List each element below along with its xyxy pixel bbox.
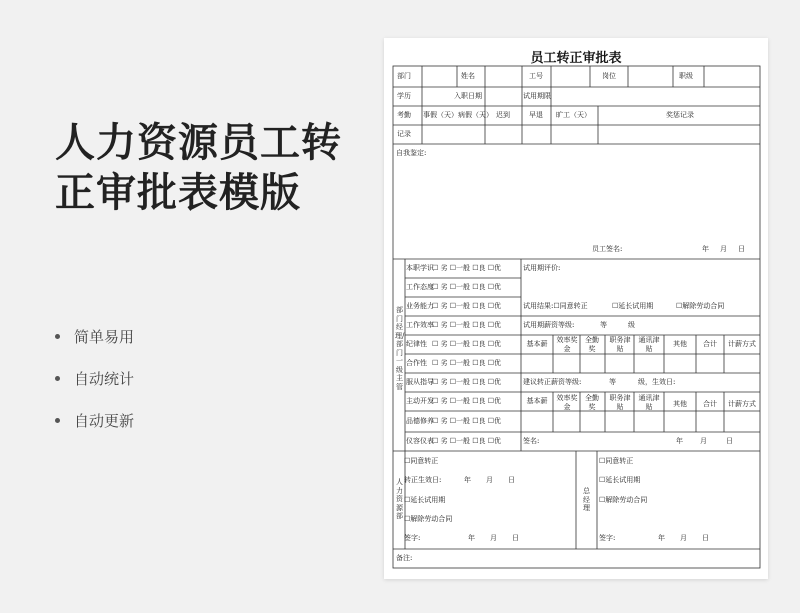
label-hr-dismiss: ☐解除劳动合同 <box>404 515 453 523</box>
salary-header: 计薪方式 <box>728 340 756 348</box>
criteria-options: ☐ 劣 ☐一般 ☐良 ☐优 <box>432 264 502 272</box>
label-hr-agree: ☐同意转正 <box>404 457 439 465</box>
label-gm-dismiss: ☐解除劳动合同 <box>599 496 648 504</box>
label-name: 姓名 <box>461 72 475 80</box>
bullet-icon <box>55 418 60 423</box>
label-hire-date: 入职日期 <box>454 92 482 100</box>
salary-header: 合计 <box>703 400 717 408</box>
label-gm-month: 月 <box>680 534 687 542</box>
criteria-options: ☐ 劣 ☐一般 ☐良 ☐优 <box>432 302 502 310</box>
salary-header: 全勤奖 <box>585 336 599 353</box>
label-dept: 部门 <box>397 72 411 80</box>
criteria-options: ☐ 劣 ☐一般 ☐良 ☐优 <box>432 321 502 329</box>
label-gm-agree: ☐同意转正 <box>599 457 634 465</box>
label-hr-effective: 转正生效日: <box>404 476 442 484</box>
criteria-options: ☐ 劣 ☐一般 ☐良 ☐优 <box>432 283 502 291</box>
feature-label: 简单易用 <box>74 327 135 346</box>
label-record: 记录 <box>397 130 411 138</box>
criteria-options: ☐ 劣 ☐一般 ☐良 ☐优 <box>432 340 502 348</box>
salary-header: 职务津贴 <box>609 336 631 353</box>
label-dismiss: ☐解除劳动合同 <box>676 302 725 310</box>
label-grade-2: 等 <box>609 378 616 386</box>
form-title: 员工转正审批表 <box>530 51 622 66</box>
criteria-label: 业务能力 <box>406 302 434 310</box>
label-gm-sign: 签字: <box>599 534 616 542</box>
label-level-word: 级 <box>628 321 635 329</box>
label-grade: 等 <box>600 321 607 329</box>
label-gm: 总经理 <box>583 487 590 512</box>
label-gm-year: 年 <box>658 534 665 542</box>
label-hr-day: 日 <box>512 534 519 542</box>
label-hr-eff-month: 月 <box>486 476 493 484</box>
feature-list <box>55 315 134 441</box>
label-hr-dept: 人力资源部 <box>396 478 403 520</box>
label-dept-manager: 部门经理/部门一级主管 <box>395 306 405 391</box>
label-trial-salary: 试用期薪资等级: <box>523 321 575 329</box>
label-hr-year: 年 <box>468 534 475 542</box>
criteria-options: ☐ 劣 ☐一般 ☐良 ☐优 <box>432 397 502 405</box>
label-gm-day: 日 <box>702 534 709 542</box>
criteria-label: 本职学识 <box>406 264 434 272</box>
salary-header: 通讯津贴 <box>638 336 660 353</box>
bullet-icon <box>55 334 60 339</box>
label-suggest-salary: 建议转正薪资等级: <box>523 378 582 386</box>
salary-header: 合计 <box>703 340 717 348</box>
feature-label: 自动统计 <box>74 369 135 388</box>
label-attendance: 考勤 <box>397 111 411 119</box>
label-sign-year: 年 <box>702 245 709 253</box>
salary-header: 其他 <box>673 340 687 348</box>
label-effective-date: 级，生效日: <box>638 378 676 386</box>
label-dept-day: 日 <box>726 437 733 445</box>
criteria-label: 工作态度 <box>406 283 434 291</box>
salary-header: 基本薪 <box>526 340 548 348</box>
salary-header: 其他 <box>673 400 687 408</box>
label-emp-no: 工号 <box>529 72 543 80</box>
salary-header: 职务津贴 <box>609 394 631 411</box>
hero-title-line-2: 正审批表模版 <box>55 170 301 216</box>
label-hr-eff-day: 日 <box>508 476 515 484</box>
label-absent: 旷工（天） <box>556 111 591 119</box>
label-extend-trial: ☐延长试用期 <box>612 302 654 310</box>
label-probation: 试用期限 <box>523 92 551 100</box>
feature-label: 自动更新 <box>74 411 135 430</box>
criteria-label: 纪律性 <box>406 340 427 348</box>
hero-title-line-1: 人力资源员工转 <box>55 120 342 166</box>
label-remark: 备注: <box>396 554 413 562</box>
label-hr-eff-year: 年 <box>464 476 471 484</box>
label-late: 迟到 <box>496 111 510 119</box>
bullet-icon <box>55 376 60 381</box>
label-level: 职级 <box>679 72 693 80</box>
label-leave: 事假（天）病假（天） <box>423 111 493 119</box>
label-employee-sign: 员工签名: <box>592 245 623 253</box>
label-dept-signature: 签名: <box>523 437 540 445</box>
label-early: 早退 <box>529 111 543 119</box>
label-hr-sign: 签字: <box>404 534 421 542</box>
criteria-label: 仪容仪表 <box>406 437 434 445</box>
criteria-label: 服从指导 <box>406 378 434 386</box>
feature-item <box>55 399 134 441</box>
label-sign-day: 日 <box>738 245 745 253</box>
salary-header: 通讯津贴 <box>638 394 660 411</box>
label-hr-extend: ☐延长试用期 <box>404 496 446 504</box>
criteria-label: 工作效率 <box>406 321 434 329</box>
label-reward: 奖惩记录 <box>666 111 694 119</box>
feature-item <box>55 357 134 399</box>
form-preview <box>384 38 768 579</box>
feature-item <box>55 315 134 357</box>
hero-title <box>55 118 355 218</box>
criteria-options: ☐ 劣 ☐一般 ☐良 ☐优 <box>432 359 502 367</box>
criteria-options: ☐ 劣 ☐一般 ☐良 ☐优 <box>432 417 502 425</box>
label-position: 岗位 <box>602 72 616 80</box>
label-hr-month: 月 <box>490 534 497 542</box>
salary-header: 效率奖金 <box>556 394 578 411</box>
label-trial-eval: 试用期评价: <box>523 264 561 272</box>
label-gm-extend: ☐延长试用期 <box>599 476 641 484</box>
criteria-label: 合作性 <box>406 359 427 367</box>
salary-header: 全勤奖 <box>585 394 599 411</box>
criteria-options: ☐ 劣 ☐一般 ☐良 ☐优 <box>432 378 502 386</box>
criteria-label: 品德修养 <box>406 417 434 425</box>
label-dept-year: 年 <box>676 437 683 445</box>
label-self-eval: 自我鉴定: <box>396 149 427 157</box>
label-dept-month: 月 <box>700 437 707 445</box>
salary-header: 基本薪 <box>526 397 548 405</box>
criteria-options: ☐ 劣 ☐一般 ☐良 ☐优 <box>432 437 502 445</box>
salary-header: 效率奖金 <box>556 336 578 353</box>
label-education: 学历 <box>397 92 411 100</box>
criteria-label: 主动开发 <box>406 397 434 405</box>
label-trial-result: 试用结果:☐同意转正 <box>523 302 588 310</box>
salary-header: 计薪方式 <box>728 400 756 408</box>
label-sign-month: 月 <box>720 245 727 253</box>
